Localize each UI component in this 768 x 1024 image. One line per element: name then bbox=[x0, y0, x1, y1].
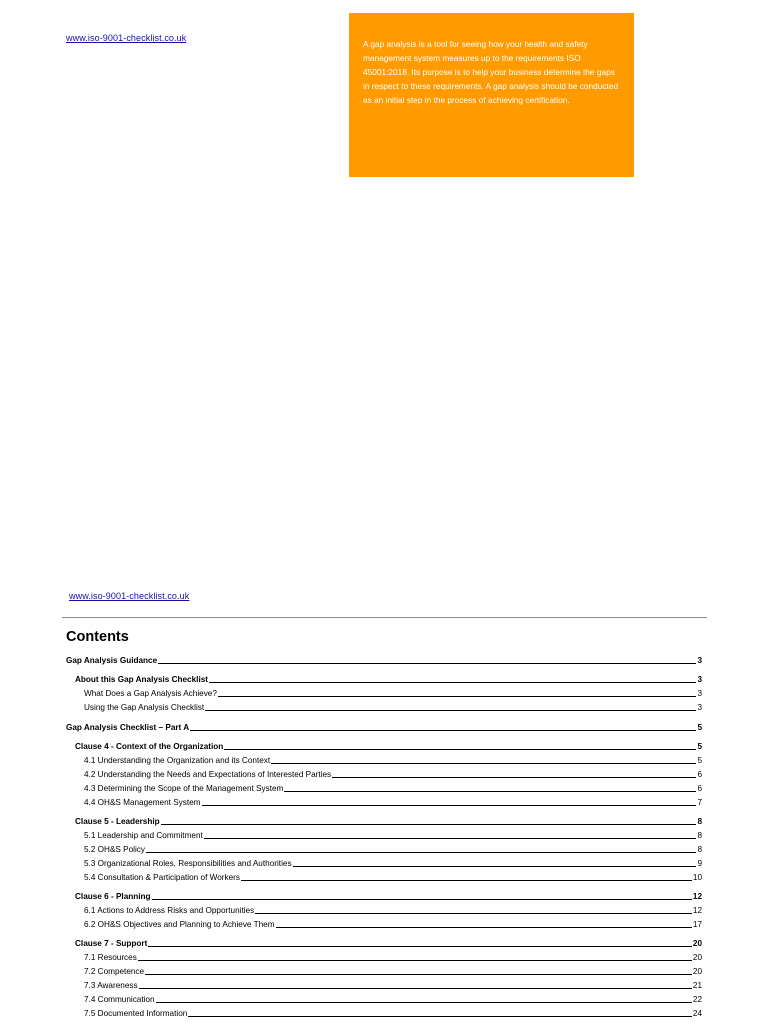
toc-entry-title: 7.1 Resources bbox=[84, 953, 137, 963]
contents-heading: Contents bbox=[66, 629, 129, 645]
toc-page-number: 22 bbox=[692, 995, 702, 1005]
toc-leader-line bbox=[284, 791, 696, 792]
toc-page-number: 21 bbox=[692, 981, 702, 991]
toc-entry-title: Gap Analysis Checklist – Part A bbox=[66, 722, 190, 732]
toc-leader-line bbox=[188, 1016, 692, 1017]
website-link-page-2[interactable]: www.iso-9001-checklist.co.uk bbox=[69, 591, 190, 601]
toc-entry[interactable] bbox=[66, 936, 702, 950]
toc-entry[interactable] bbox=[66, 780, 702, 794]
toc-entry[interactable] bbox=[66, 949, 702, 963]
toc-leader-line bbox=[204, 838, 697, 839]
toc-entry-title: Clause 4 - Context of the Organization bbox=[75, 742, 224, 752]
toc-leader-line bbox=[209, 682, 696, 683]
toc-entry-title: 7.3 Awareness bbox=[84, 981, 138, 991]
toc-leader-line bbox=[148, 946, 692, 947]
toc-entry-title: 6.1 Actions to Address Risks and Opportunities bbox=[84, 906, 255, 916]
toc-entry-title: 7.4 Communication bbox=[84, 995, 155, 1005]
toc-page-number: 6 bbox=[697, 769, 702, 779]
toc-page-number: 12 bbox=[692, 892, 702, 902]
toc-entry-title: 5.3 Organizational Roles, Responsibilities and Authorities bbox=[84, 858, 292, 868]
toc-page-number: 8 bbox=[697, 844, 702, 854]
toc-entry-title: 4.3 Determining the Scope of the Management System bbox=[84, 783, 284, 793]
toc-entry-title: 5.2 OH&S Policy bbox=[84, 844, 145, 854]
toc-page-number: 20 bbox=[692, 953, 702, 963]
toc-leader-line bbox=[161, 824, 697, 825]
toc-page-number: 17 bbox=[692, 920, 702, 929]
toc-leader-line bbox=[241, 880, 692, 881]
toc-entry-title: About this Gap Analysis Checklist bbox=[75, 675, 208, 685]
toc-page-number: 3 bbox=[697, 703, 702, 713]
toc-entry[interactable] bbox=[66, 841, 702, 855]
toc-entry[interactable] bbox=[66, 738, 702, 752]
toc-leader-line bbox=[271, 763, 696, 764]
toc-entry[interactable] bbox=[66, 977, 702, 991]
toc-entry-title: Gap Analysis Guidance bbox=[66, 655, 158, 665]
toc-leader-line bbox=[138, 960, 692, 961]
toc-entry[interactable] bbox=[66, 963, 702, 977]
toc-page-number: 6 bbox=[697, 783, 702, 793]
toc-entry-title: What Does a Gap Analysis Achieve? bbox=[84, 689, 217, 699]
toc-entry-title: Clause 7 - Support bbox=[75, 939, 148, 949]
toc-page-number: 9 bbox=[697, 858, 702, 868]
toc-entry[interactable] bbox=[66, 699, 702, 713]
toc-leader-line bbox=[139, 988, 692, 989]
toc-entry-title: 4.1 Understanding the Organization and its Context bbox=[84, 756, 271, 766]
toc-entry-title: 4.4 OH&S Management System bbox=[84, 797, 201, 807]
toc-entry[interactable] bbox=[66, 827, 702, 841]
toc-leader-line bbox=[224, 749, 696, 750]
toc-page-number: 5 bbox=[697, 722, 702, 732]
toc-leader-line bbox=[190, 730, 696, 731]
header-divider bbox=[62, 617, 707, 618]
toc-entry[interactable] bbox=[66, 888, 702, 902]
intro-text: A gap analysis is a tool for seeing how your health and safety management system measures up to the requirements ISO 45001:2018. Its purpose is to help your business determine the gaps in respect to these requirements. A gap analysis should be conducted as an initial step in the process of achieving certification. bbox=[363, 39, 619, 106]
toc-page-number: 8 bbox=[697, 817, 702, 827]
toc-page-number: 3 bbox=[697, 689, 702, 699]
toc-leader-line bbox=[146, 852, 696, 853]
toc-leader-line bbox=[255, 913, 692, 914]
toc-leader-line bbox=[152, 899, 692, 900]
toc-entry[interactable] bbox=[66, 671, 702, 685]
toc-page-number: 7 bbox=[697, 797, 702, 807]
toc-leader-line bbox=[293, 866, 697, 867]
toc-page-number: 24 bbox=[692, 1008, 702, 1018]
toc-entry-title: 5.1 Leadership and Commitment bbox=[84, 831, 203, 841]
toc-page-number: 20 bbox=[692, 967, 702, 977]
intro-callout-box bbox=[349, 13, 634, 177]
toc-entry[interactable] bbox=[66, 902, 702, 916]
toc-page-number: 12 bbox=[692, 906, 702, 916]
toc-entry[interactable] bbox=[66, 813, 702, 827]
toc-entry-title: 5.4 Consultation & Participation of Workers bbox=[84, 872, 240, 882]
toc-page-number: 10 bbox=[692, 872, 702, 882]
toc-page-number: 3 bbox=[697, 675, 702, 685]
toc-entry-title: 7.5 Documented Information bbox=[84, 1008, 188, 1018]
table-of-contents bbox=[66, 652, 702, 1019]
toc-entry-title: 6.2 OH&S Objectives and Planning to Achieve Them bbox=[84, 920, 275, 929]
toc-page-number: 5 bbox=[697, 756, 702, 766]
toc-entry[interactable] bbox=[66, 794, 702, 808]
toc-entry[interactable] bbox=[66, 766, 702, 780]
toc-entry-title: 4.2 Understanding the Needs and Expectations of Interested Parties bbox=[84, 769, 332, 779]
website-link[interactable]: www.iso-9001-checklist.co.uk bbox=[66, 33, 187, 43]
toc-entry-title: Clause 6 - Planning bbox=[75, 892, 151, 902]
toc-entry[interactable] bbox=[66, 991, 702, 1005]
toc-entry[interactable] bbox=[66, 652, 702, 666]
toc-entry[interactable] bbox=[66, 752, 702, 766]
toc-leader-line bbox=[202, 805, 697, 806]
toc-entry-title: 7.2 Competence bbox=[84, 967, 145, 977]
toc-page-number: 5 bbox=[697, 742, 702, 752]
toc-entry[interactable] bbox=[66, 719, 702, 733]
toc-leader-line bbox=[218, 696, 697, 697]
toc-page-number: 3 bbox=[697, 655, 702, 665]
toc-entry[interactable] bbox=[66, 685, 702, 699]
toc-page-number: 20 bbox=[692, 939, 702, 949]
toc-entry[interactable] bbox=[66, 869, 702, 883]
toc-page-number: 8 bbox=[697, 831, 702, 841]
toc-leader-line bbox=[205, 710, 696, 711]
toc-leader-line bbox=[145, 974, 692, 975]
toc-entry-title: Clause 5 - Leadership bbox=[75, 817, 160, 827]
toc-entry[interactable] bbox=[66, 916, 702, 930]
toc-entry[interactable] bbox=[66, 855, 702, 869]
toc-entry[interactable] bbox=[66, 1005, 702, 1019]
toc-entry-title: Using the Gap Analysis Checklist bbox=[84, 703, 205, 713]
toc-leader-line bbox=[332, 777, 696, 778]
toc-leader-line bbox=[156, 1002, 692, 1003]
toc-leader-line bbox=[276, 927, 692, 928]
toc-leader-line bbox=[158, 663, 696, 664]
